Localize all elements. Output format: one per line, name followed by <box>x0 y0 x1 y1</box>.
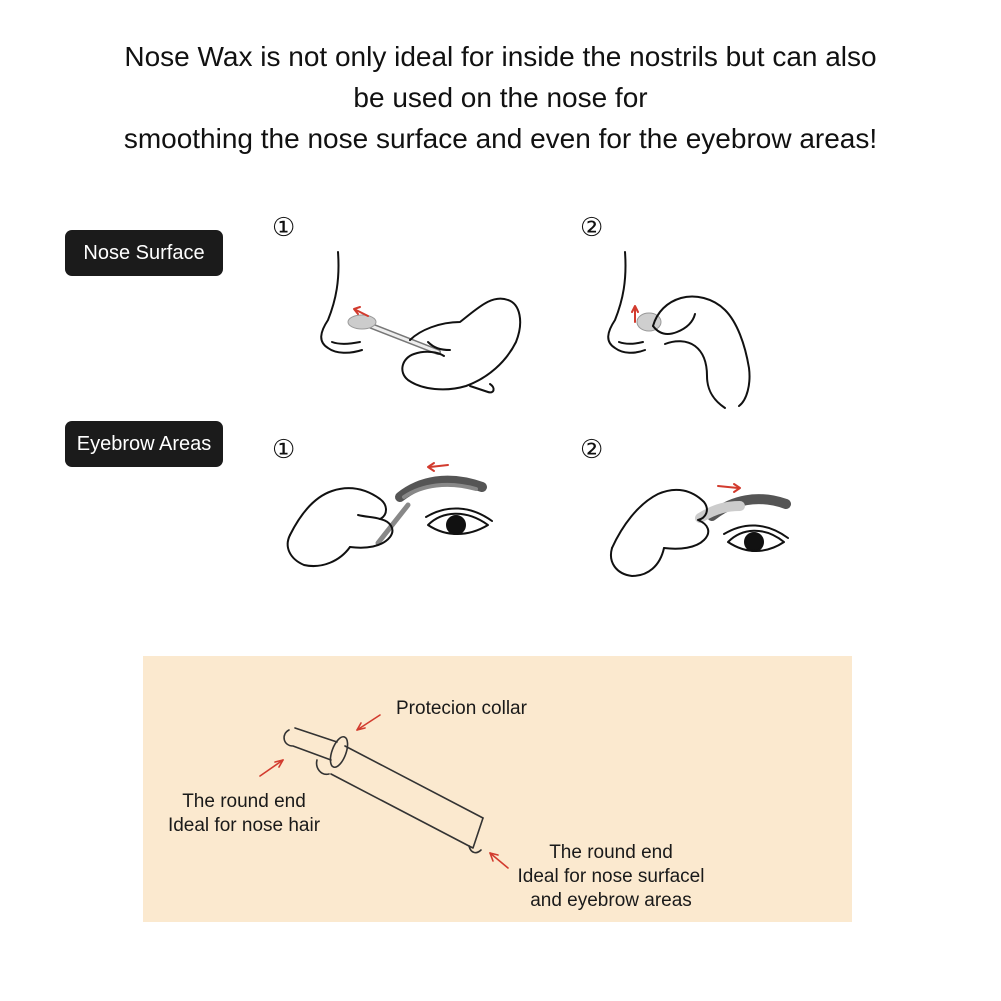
eyebrow-step-2-illustration <box>600 462 800 582</box>
nose-step-2-illustration <box>595 250 775 415</box>
headline-line-3: smoothing the nose surface and even for the eyebrow areas! <box>123 123 878 154</box>
eyebrow-areas-tag: Eyebrow Areas <box>65 421 223 467</box>
round-end-left-callout <box>153 790 335 838</box>
round-end-right-callout <box>505 841 717 913</box>
round-end-right-line-3: and eyebrow areas <box>530 890 692 911</box>
eyebrow-step-1-number: ① <box>272 434 296 464</box>
nose-step-2-number: ② <box>580 212 604 242</box>
protection-collar-label: Protecion collar <box>396 698 527 719</box>
headline-line-1: Nose Wax is not only ideal for inside the nostrils but can also <box>124 41 877 72</box>
round-end-right-line-1: The round end <box>549 842 673 863</box>
nose-surface-tag: Nose Surface <box>65 230 223 276</box>
eyebrow-step-1-illustration <box>270 455 500 575</box>
round-end-right-line-2: Ideal for nose surfacel <box>517 866 705 887</box>
headline-line-2: be used on the nose for <box>353 82 648 113</box>
round-end-left-line-2: Ideal for nose hair <box>167 815 321 836</box>
headline <box>40 36 961 159</box>
nose-step-1-number: ① <box>272 212 296 242</box>
wax-stick-drawing <box>143 656 852 922</box>
nose-step-1-illustration <box>310 250 540 400</box>
product-diagram-panel <box>143 656 852 922</box>
eyebrow-step-2-number: ② <box>580 434 604 464</box>
round-end-left-line-1: The round end <box>182 791 306 812</box>
